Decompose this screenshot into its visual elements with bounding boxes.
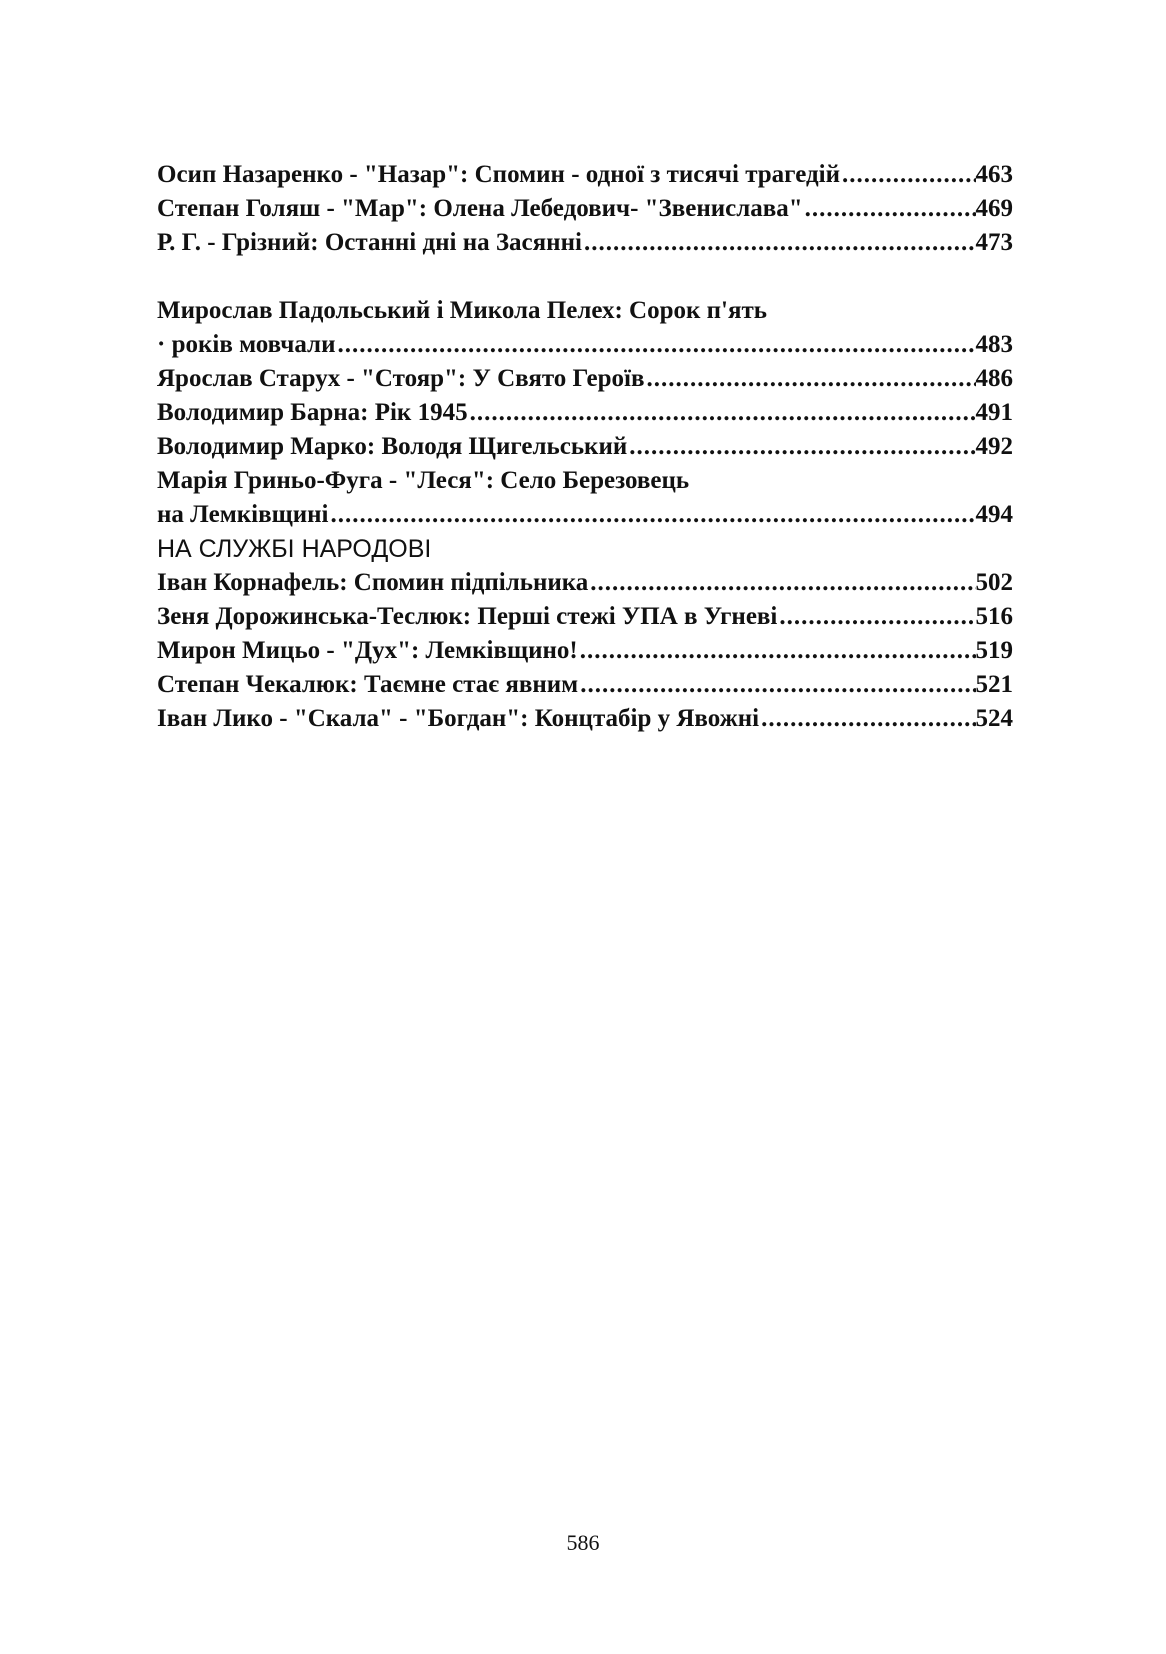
dot-leader: [578, 634, 976, 668]
dot-leader: [578, 668, 975, 702]
toc-entry-page: 521: [975, 671, 1013, 698]
toc-entry-title: Ярослав Старух - "Стояр": У Свято Героїв: [157, 365, 645, 392]
toc-entry-page: 519: [975, 637, 1013, 664]
dot-leader: [328, 498, 975, 532]
toc-entry-title: Р. Г. - Грізний: Останні дні на Засянні: [157, 229, 582, 256]
toc-entry-kornafel: [157, 566, 1013, 600]
toc-entry-page: 473: [975, 229, 1013, 256]
toc-entry-mytsyo: [157, 634, 1013, 668]
dot-leader: [627, 430, 975, 464]
toc-entry-nazarenko: [157, 158, 1013, 192]
spacer: [157, 260, 1013, 294]
dot-leader: [777, 600, 975, 634]
toc-entry-title: · років мовчали: [157, 331, 336, 358]
toc-entry-title: на Лемківщині: [157, 501, 329, 528]
toc-entry-chekalyuk: [157, 668, 1013, 702]
toc-entry-lyko: [157, 702, 1013, 736]
dot-leader: [803, 192, 976, 226]
toc-entry-grynyo-first-line: Марія Гриньо-Фуга - "Леся": Село Березовець: [157, 467, 690, 494]
dot-leader: [759, 702, 975, 736]
toc-entry-hriznyi: [157, 226, 1013, 260]
toc-entry-page: 469: [975, 195, 1013, 222]
dot-leader: [645, 362, 976, 396]
dot-leader: [468, 396, 976, 430]
toc-entry-marko: [157, 430, 1013, 464]
toc-entry-grynyo: [157, 498, 1013, 532]
page-number: 586: [566, 1530, 600, 1555]
toc-entry-page: 491: [975, 399, 1013, 426]
section-heading: НА СЛУЖБІ НАРОДОВІ: [157, 535, 432, 563]
toc-entry-title: Іван Корнафель: Спомин підпільника: [157, 569, 589, 596]
toc-entry-page: 524: [975, 705, 1013, 732]
toc-entry-title: Зеня Дорожинська-Теслюк: Перші стежі УПА в Угневі: [157, 603, 778, 630]
toc-entry-page: 494: [975, 501, 1013, 528]
toc-entry-title: Іван Лико - "Скала" - "Богдан": Концтабір у Явожні: [157, 705, 760, 732]
toc-entry-podolsky: [157, 328, 1013, 362]
dot-leader: [588, 566, 975, 600]
dot-leader: [582, 226, 976, 260]
toc-entry-page: 516: [975, 603, 1013, 630]
toc-entry-podolsky-first-line: Мирослав Падольський і Микола Пелех: Сорок п'ять: [157, 297, 768, 324]
toc-entry-page: 483: [975, 331, 1013, 358]
toc-entry-doroshynska: [157, 600, 1013, 634]
toc-entry-barna: [157, 396, 1013, 430]
toc-entry-starukh: [157, 362, 1013, 396]
toc-entry-title: Степан Чекалюк: Таємне стає явним: [157, 671, 579, 698]
toc-entry-page: 463: [975, 161, 1013, 188]
toc-entry-title: Осип Назаренко - "Назар": Спомин - одної з тисячі трагедій: [157, 161, 840, 188]
toc-entry-page: 502: [975, 569, 1013, 596]
dot-leader: [840, 158, 976, 192]
toc-entry-title: Степан Голяш - "Мар": Олена Лебедович- "Звенислава": [157, 195, 803, 222]
toc-entry-page: 492: [975, 433, 1013, 460]
toc-entry-golyash: [157, 192, 1013, 226]
toc-entry-title: Володимир Марко: Володя Щигельський: [157, 433, 628, 460]
toc-entry-page: 486: [975, 365, 1013, 392]
dot-leader: [335, 328, 975, 362]
toc-entry-title: Володимир Барна: Рік 1945: [157, 399, 468, 426]
table-of-contents: [157, 158, 1013, 736]
toc-entry-title: Мирон Мицьо - "Дух": Лемківщино!: [157, 637, 578, 664]
